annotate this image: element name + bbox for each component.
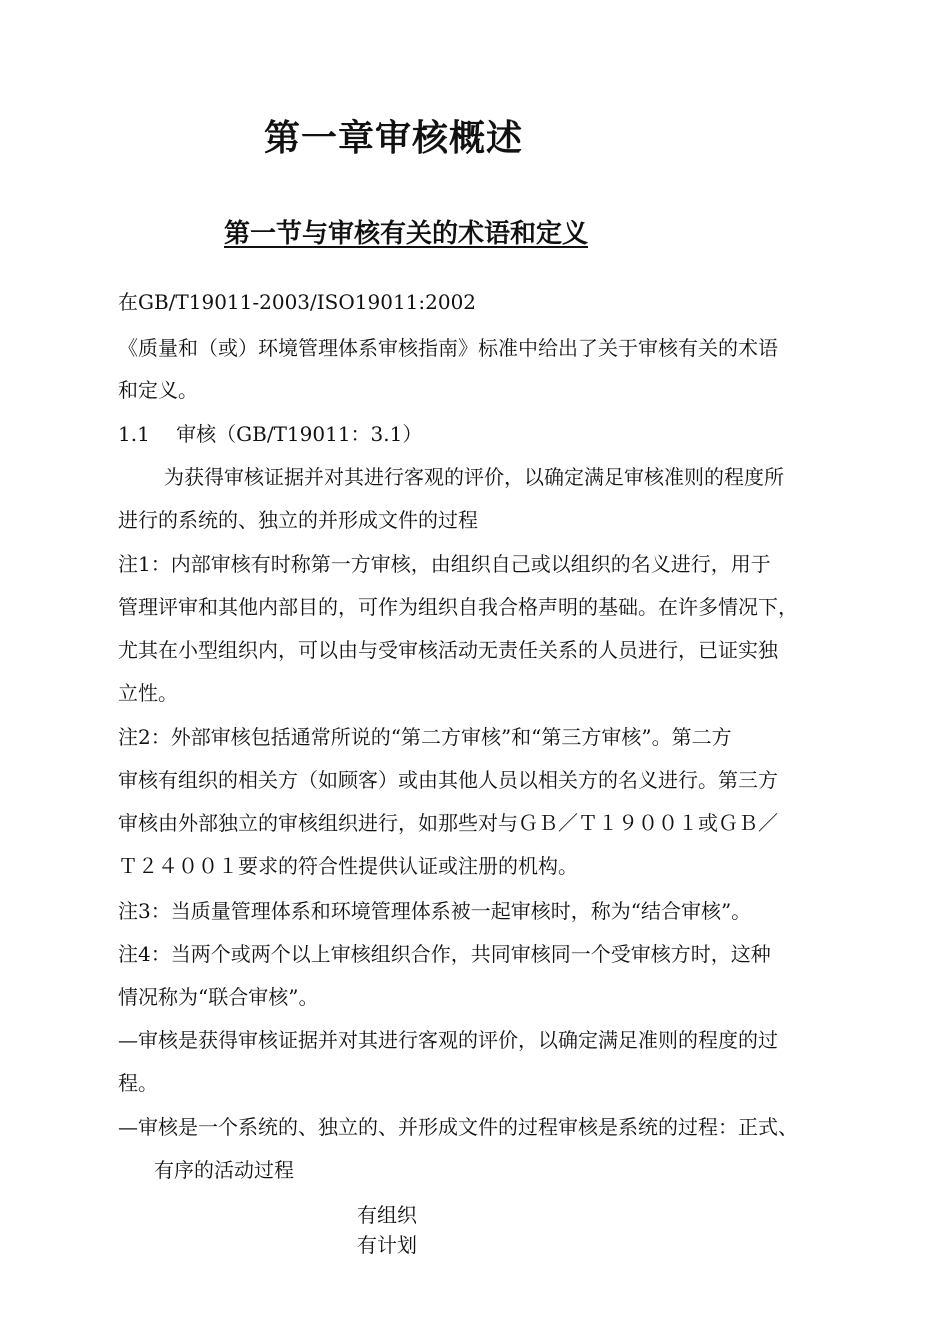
section-title: 第一节与审核有关的术语和定义 xyxy=(224,219,589,249)
note-line: 注3：当质量管理体系和环境管理体系被一起审核时，称为“结合审核”。 xyxy=(118,899,752,923)
note-line: 情况称为“联合审核”。 xyxy=(118,985,319,1009)
list-item: 有计划 xyxy=(357,1233,417,1257)
chapter-title: 第一章审核概述 xyxy=(264,118,524,159)
note-line: 审核有组织的相关方（如顾客）或由其他人员以相关方的名义进行。第三方 xyxy=(118,768,778,792)
paragraph-line: 《质量和（或）环境管理体系审核指南》标准中给出了关于审核有关的术语 xyxy=(118,336,778,360)
paragraph-line: 在GB/T19011-2003/ISO19011:2002 xyxy=(118,290,477,314)
paragraph-line: 和定义。 xyxy=(118,378,198,402)
paragraph-line: —审核是一个系统的、独立的、并形成文件的过程审核是系统的过程：正式、 xyxy=(118,1115,798,1139)
note-line: 注1：内部审核有时称第一方审核，由组织自己或以组织的名义进行，用于 xyxy=(118,552,771,576)
paragraph-line: —审核是获得审核证据并对其进行客观的评价，以确定满足准则的程度的过 xyxy=(118,1028,778,1052)
note-line: Ｔ２４００１要求的符合性提供认证或注册的机构。 xyxy=(118,854,578,878)
note-line: 立性。 xyxy=(118,681,178,705)
list-item: 有组织 xyxy=(357,1203,417,1227)
note-line: 审核由外部独立的审核组织进行，如那些对与ＧＢ／Ｔ１９００１或ＧＢ／ xyxy=(118,811,778,835)
paragraph-line: 程。 xyxy=(118,1071,158,1095)
note-line: 注4：当两个或两个以上审核组织合作，共同审核同一个受审核方时，这种 xyxy=(118,942,771,966)
paragraph-line: 有序的活动过程 xyxy=(154,1158,294,1182)
paragraph-line: 为获得审核证据并对其进行客观的评价，以确定满足审核准则的程度所 xyxy=(164,465,784,489)
note-line: 尤其在小型组织内，可以由与受审核活动无责任关系的人员进行，已证实独 xyxy=(118,638,778,662)
note-line: 注2：外部审核包括通常所说的“第二方审核”和“第三方审核”。第二方 xyxy=(118,725,732,749)
sub-list xyxy=(357,1200,417,1260)
note-line: 管理评审和其他内部目的，可作为组织自我合格声明的基础。在许多情况下， xyxy=(118,595,798,619)
clause-heading: 1.1 审核（GB/T19011：3.1） xyxy=(118,422,423,446)
paragraph-line: 进行的系统的、独立的并形成文件的过程 xyxy=(118,508,478,532)
